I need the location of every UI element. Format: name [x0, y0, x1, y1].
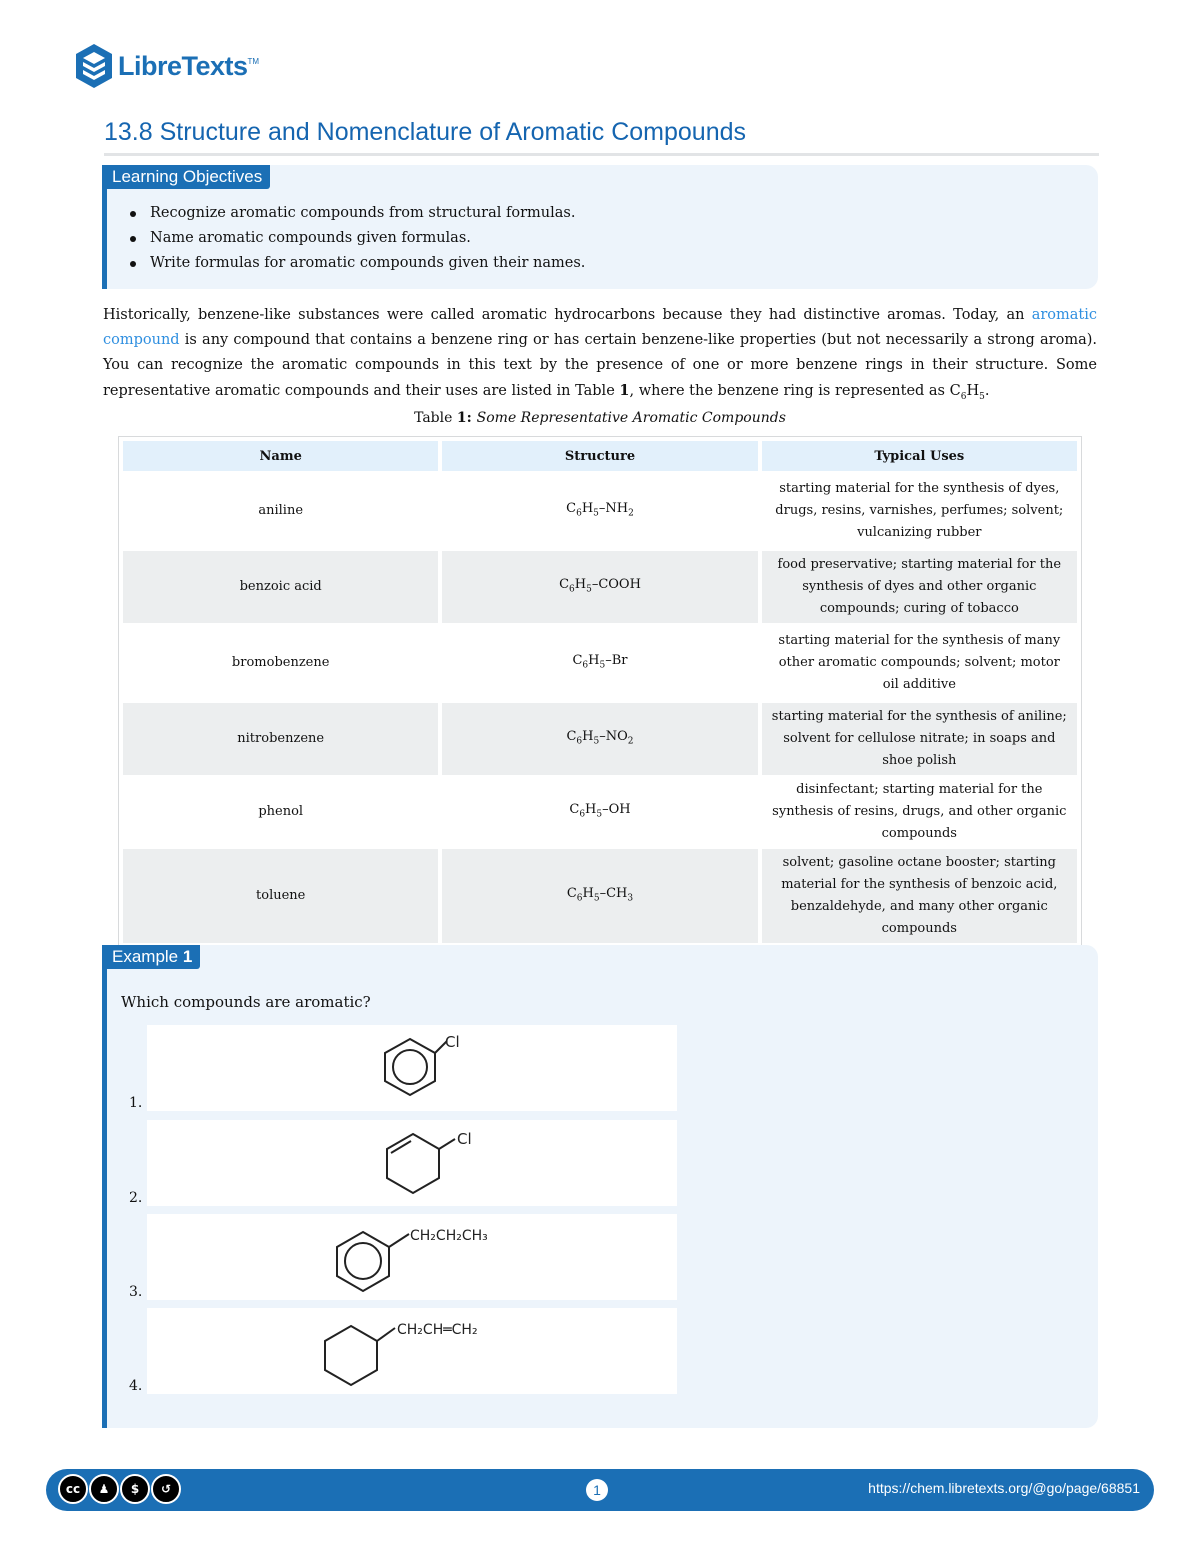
- structure-cell: [442, 849, 757, 943]
- formula-subscript: 5: [979, 391, 985, 402]
- formula-part: H: [582, 885, 594, 901]
- compound-name-cell: nitrobenzene: [123, 703, 438, 775]
- page-title: 13.8 Structure and Nomenclature of Aromatic Compounds: [104, 118, 1099, 156]
- formula-part: 2: [628, 508, 634, 519]
- typical-uses-cell: starting material for the synthesis of aniline; solvent for cellulose nitrate; in soaps and shoe polish: [762, 703, 1077, 775]
- typical-uses-cell: food preservative; starting material for the synthesis of dyes and other organic compounds; curing of tobacco: [762, 551, 1077, 623]
- formula-part: 5: [599, 660, 606, 671]
- formula-part: H: [582, 728, 594, 744]
- example-number: 1: [182, 947, 193, 966]
- formula-part: C: [566, 885, 577, 901]
- column-header-structure: Structure: [442, 441, 757, 471]
- formula-part: 5: [593, 736, 600, 747]
- formula-part: 6: [576, 736, 583, 747]
- formula-part: H: [574, 576, 587, 592]
- formula-part: 2: [627, 736, 634, 747]
- intro-text: .: [984, 383, 990, 399]
- cc-icon: cc: [58, 1474, 88, 1504]
- caption-prefix: Table: [414, 410, 457, 426]
- substituent-label: Cl: [457, 1130, 472, 1148]
- structure-image: [147, 1025, 677, 1111]
- structure-item: [107, 1214, 687, 1300]
- learning-objectives-box: [102, 165, 1098, 289]
- aromatic-compounds-table: [118, 436, 1082, 948]
- libretexts-hexagon-icon: [74, 42, 114, 90]
- caption-text: Some Representative Aromatic Compounds: [476, 410, 786, 426]
- typical-uses-cell: disinfectant; starting material for the synthesis of resins, drugs, and other organic compounds: [762, 779, 1077, 845]
- compound-name-cell: toluene: [123, 849, 438, 943]
- formula-text: H: [966, 383, 980, 399]
- logo-trademark: TM: [247, 56, 260, 66]
- formula-subscript: 6: [960, 391, 967, 402]
- structure-cell: [442, 551, 757, 623]
- intro-text: is any compound that contains a benzene ring or has certain benzene-like properties (but not necessarily a strong aroma). You can recognize the aromatic compounds in this text by the presence of one or more benzene rings in their structure. Some representative aromatic compounds and their uses are listed in Table: [103, 332, 1097, 399]
- cc-license-badge[interactable]: [58, 1474, 181, 1504]
- objective-item: Recognize aromatic compounds from structural formulas.: [127, 201, 1098, 226]
- nc-icon: $: [120, 1474, 150, 1504]
- intro-text: Historically, benzene-like substances were called aromatic hydrocarbons because they had distinctive aromas. Today, an: [103, 307, 1032, 323]
- structure-cell: [442, 703, 757, 775]
- logo-text: LibreTexts: [118, 50, 248, 81]
- typical-uses-cell: starting material for the synthesis of dyes, drugs, resins, varnishes, perfumes; solvent; vulcanizing rubber: [762, 475, 1077, 547]
- aromatic-compound-link[interactable]: aromatic compound: [103, 307, 1097, 348]
- structure-number: 4.: [129, 1378, 143, 1394]
- example-box: [102, 945, 1098, 1428]
- structure-number: 1.: [129, 1095, 143, 1111]
- formula-part: C: [559, 576, 570, 592]
- table-row: [123, 551, 1077, 623]
- formula-part: 6: [576, 508, 582, 519]
- structure-item: [107, 1308, 687, 1394]
- formula-part: C: [566, 500, 577, 516]
- objective-item: Write formulas for aromatic compounds given their names.: [127, 251, 1098, 276]
- table-row: [123, 627, 1077, 699]
- table-caption: [0, 410, 1200, 426]
- formula-part: 5: [593, 893, 600, 904]
- intro-paragraph: [103, 303, 1097, 410]
- structure-image: [147, 1214, 677, 1300]
- substituent-label: CH₂CH₂CH₃: [410, 1228, 488, 1244]
- compound-name-cell: bromobenzene: [123, 627, 438, 699]
- intro-text: , where the benzene ring is represented as C: [629, 383, 961, 399]
- formula-part: –: [599, 728, 606, 744]
- formula-part: 6: [582, 660, 589, 671]
- example-label-text: Example: [112, 947, 183, 966]
- table-ref[interactable]: 1: [619, 382, 630, 399]
- formula-part: 5: [593, 508, 599, 519]
- formula-part: –: [605, 652, 612, 668]
- structure-image: [147, 1120, 677, 1206]
- page-number: 1: [586, 1479, 608, 1501]
- formula-part: –: [602, 801, 609, 817]
- formula-part: C: [566, 728, 577, 744]
- structure-number: 2.: [129, 1190, 143, 1206]
- formula-part: COOH: [598, 576, 641, 592]
- table-header-row: [123, 441, 1077, 471]
- formula-part: 6: [569, 584, 575, 595]
- table-row: [123, 779, 1077, 845]
- example-question: Which compounds are aromatic?: [121, 993, 371, 1011]
- formula-part: Br: [611, 652, 628, 668]
- caption-colon: :: [466, 410, 477, 426]
- compound-name-cell: phenol: [123, 779, 438, 845]
- by-icon: ♟: [89, 1474, 119, 1504]
- structure-image: [147, 1308, 677, 1394]
- formula-part: H: [585, 801, 597, 817]
- structure-number: 3.: [129, 1284, 143, 1300]
- formula-part: 5: [596, 809, 603, 820]
- formula-part: 5: [586, 584, 592, 595]
- compound-name-cell: aniline: [123, 475, 438, 547]
- formula-part: H: [588, 652, 600, 668]
- page-url-link[interactable]: https://chem.libretexts.org/@go/page/68851: [868, 1480, 1140, 1496]
- structure-cell: [442, 627, 757, 699]
- typical-uses-cell: solvent; gasoline octane booster; starting material for the synthesis of benzoic acid, benzaldehyde, and many other organic compounds: [762, 849, 1077, 943]
- structure-item: [107, 1025, 687, 1111]
- allylcyclohexane-structure-icon: [147, 1308, 677, 1394]
- chlorocyclohexene-structure-icon: [147, 1120, 677, 1206]
- example-label: [102, 945, 200, 969]
- compound-name-cell: benzoic acid: [123, 551, 438, 623]
- table-row: [123, 849, 1077, 943]
- page-footer: [46, 1469, 1154, 1511]
- formula-part: 6: [576, 893, 583, 904]
- formula-part: –: [598, 500, 606, 516]
- chlorobenzene-structure-icon: [147, 1025, 677, 1111]
- substituent-label: CH₂CH═CH₂: [397, 1322, 478, 1338]
- sa-icon: ↺: [151, 1474, 181, 1504]
- column-header-uses: Typical Uses: [762, 441, 1077, 471]
- formula-part: NO: [605, 728, 628, 744]
- propylbenzene-structure-icon: [147, 1214, 677, 1300]
- caption-number: 1: [456, 410, 467, 426]
- formula-part: –: [599, 885, 607, 901]
- typical-uses-cell: starting material for the synthesis of many other aromatic compounds; solvent; motor oil additive: [762, 627, 1077, 699]
- table-row: [123, 475, 1077, 547]
- formula-part: 6: [579, 809, 586, 820]
- formula-part: CH: [606, 885, 628, 901]
- formula-part: OH: [608, 801, 631, 817]
- table-row: [123, 703, 1077, 775]
- libretexts-logo[interactable]: [74, 40, 259, 92]
- learning-objectives-label: Learning Objectives: [102, 165, 270, 189]
- structure-cell: [442, 779, 757, 845]
- substituent-label: Cl: [445, 1033, 460, 1051]
- formula-part: C: [569, 801, 580, 817]
- structure-cell: [442, 475, 757, 547]
- formula-part: H: [581, 500, 594, 516]
- formula-part: NH: [605, 500, 629, 516]
- formula-part: 3: [627, 893, 634, 904]
- structure-item: [107, 1120, 687, 1206]
- objective-item: Name aromatic compounds given formulas.: [127, 226, 1098, 251]
- formula-part: –: [591, 576, 599, 592]
- formula-part: C: [572, 652, 583, 668]
- column-header-name: Name: [123, 441, 438, 471]
